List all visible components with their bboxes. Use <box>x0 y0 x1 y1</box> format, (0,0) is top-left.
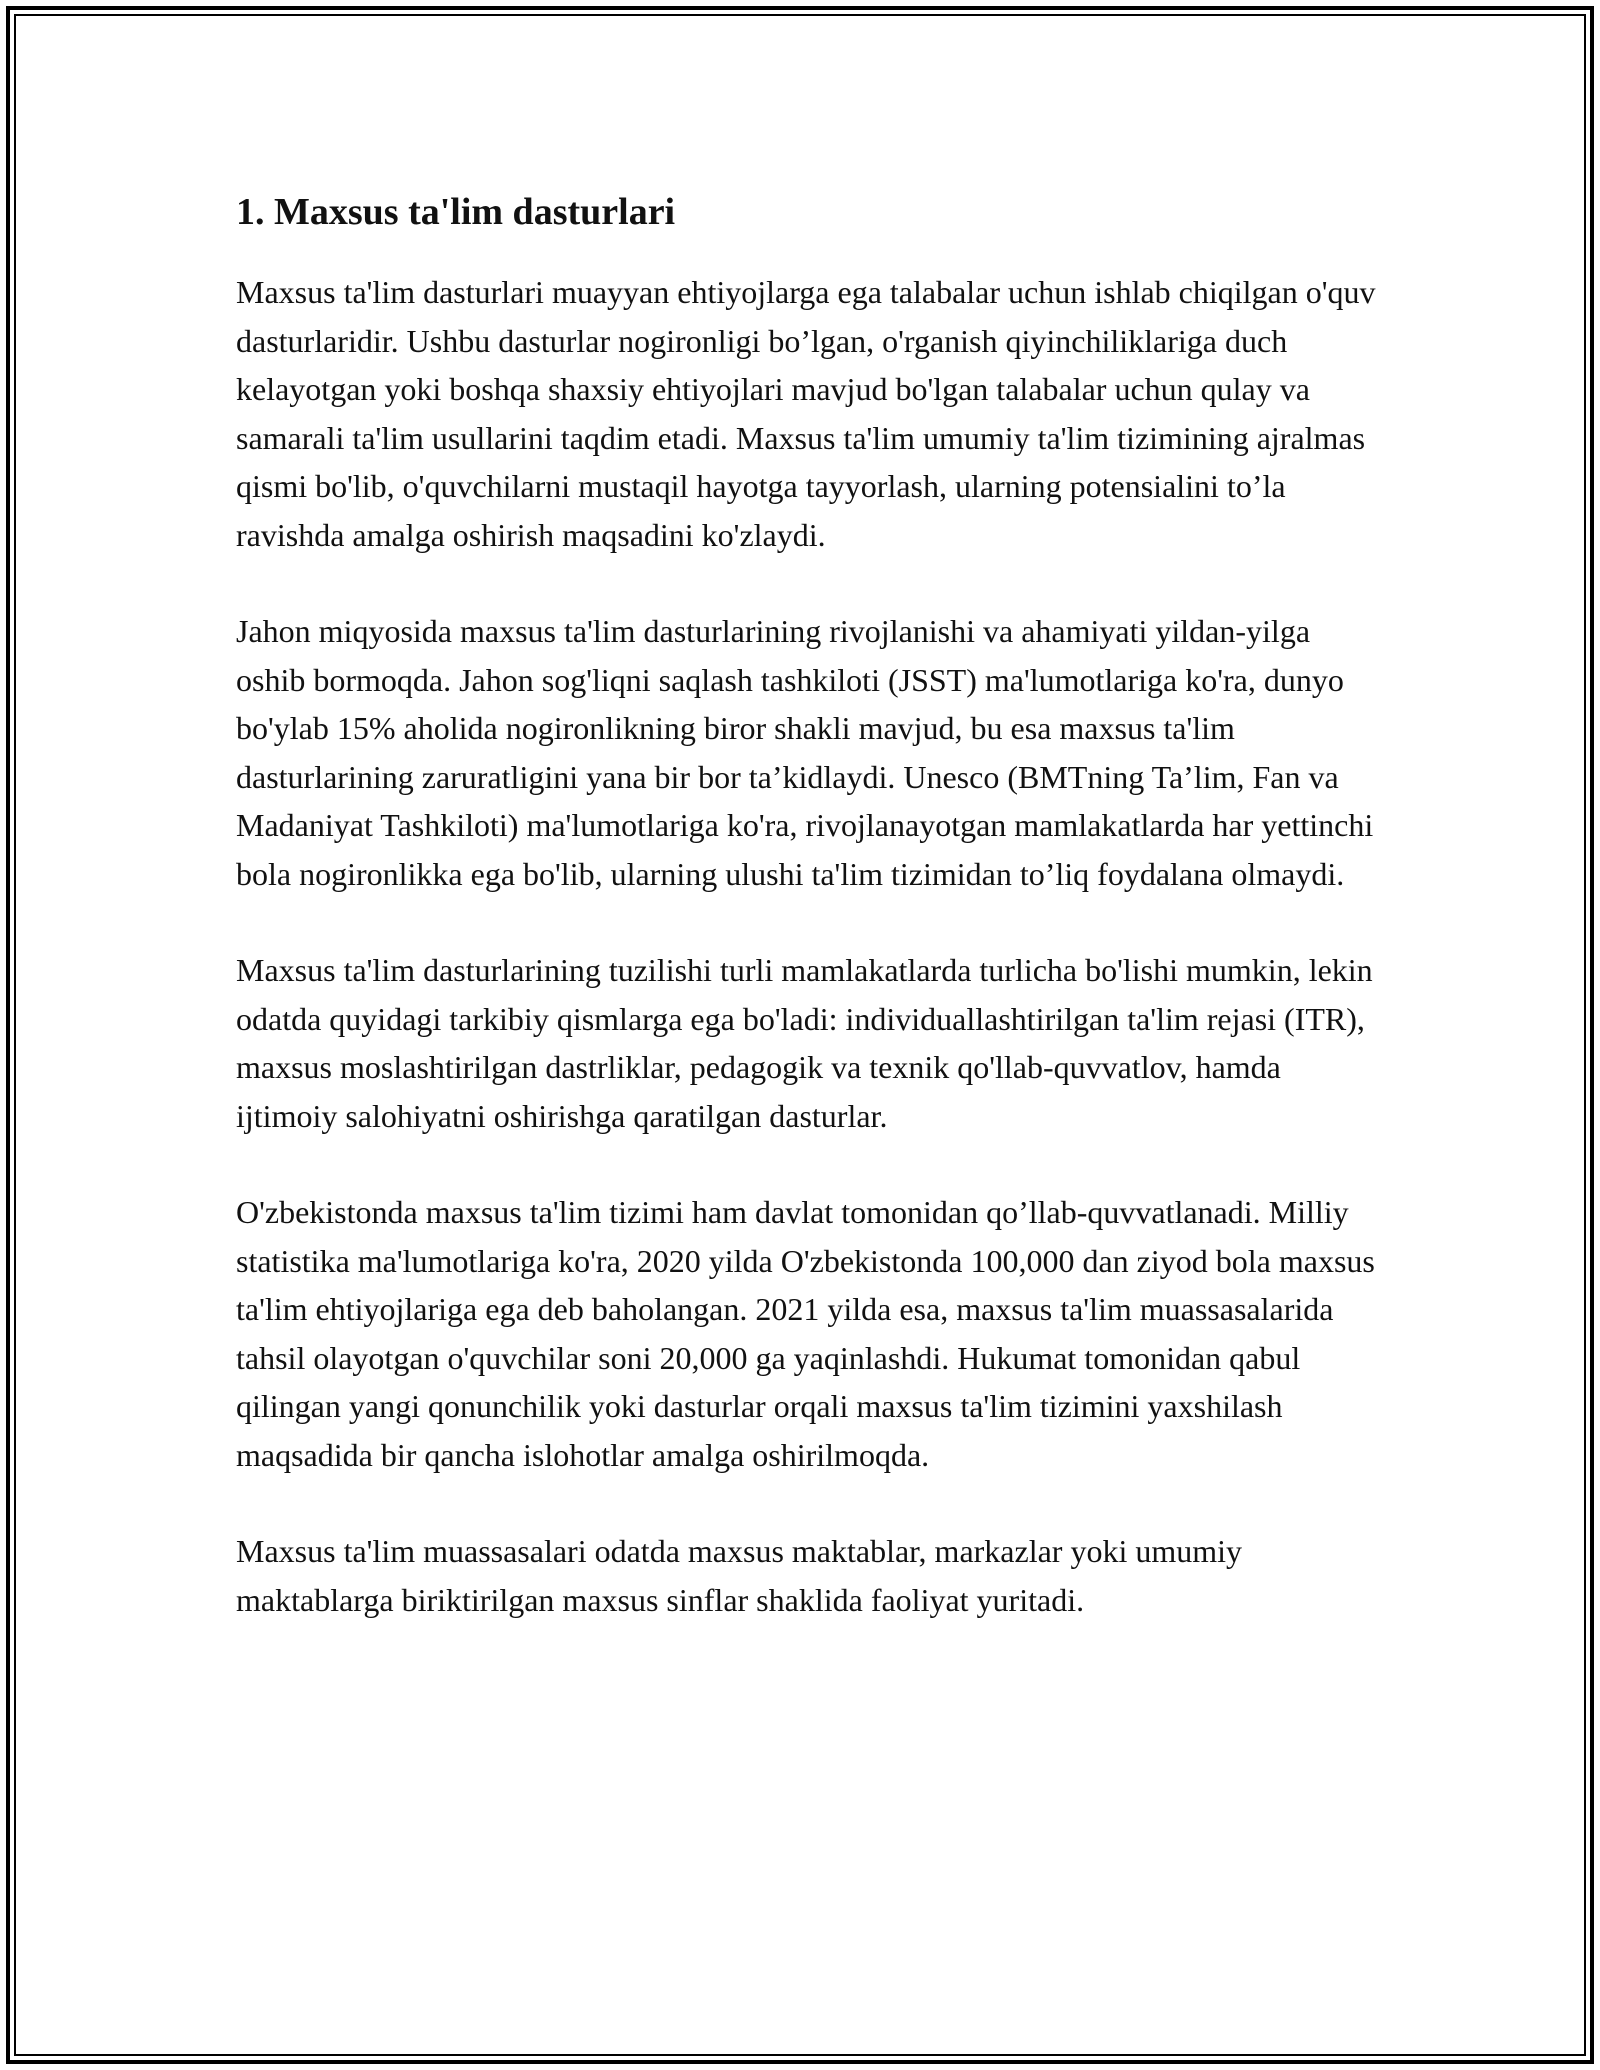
paragraph-5: Maxsus ta'lim muassasalari odatda maxsus maktablar, markazlar yoki umumiy maktablarga biriktirilgan maxsus sinflar shaklida faoliyat yuritadi. <box>236 1533 1243 1618</box>
section-heading: 1. Maxsus ta'lim dasturlari <box>236 191 676 233</box>
document-body <box>236 186 1386 1672</box>
paragraph-1: Maxsus ta'lim dasturlari muayyan ehtiyojlarga ega talabalar uchun ishlab chiqilgan o'quv dasturlaridir. Ushbu dasturlar nogironligi bo’lgan, o'rganish qiyinchiliklariga duch kelayotgan yoki boshqa shaxsiy ehtiyojlari mavjud bo'lgan talabalar uchun qulay va samarali ta'lim usullarini taqdim etadi. Maxsus ta'lim umumiy ta'lim tizimining ajralmas qismi bo'lib, o'quvchilarni mustaqil hayotga tayyorlash, ularning potensialini to’la ravishda amalga oshirish maqsadini ko'zlaydi. <box>236 274 1376 553</box>
paragraph-2: Jahon miqyosida maxsus ta'lim dasturlarining rivojlanishi va ahamiyati yildan-yilga oshib bormoqda. Jahon sog'liqni saqlash tashkiloti (JSST) ma'lumotlariga ko'ra, dunyo bo'ylab 15% aholida nogironlikning biror shakli mavjud, bu esa maxsus ta'lim dasturlarining zaruratligini yana bir bor ta’kidlaydi. Unesco (BMTning Ta’lim, Fan va Madaniyat Tashkiloti) ma'lumotlariga ko'ra, rivojlanayotgan mamlakatlarda har yettinchi bola nogironlikka ega bo'lib, ularning ulushi ta'lim tizimidan to’liq foydalana olmaydi. <box>236 613 1374 892</box>
paragraph-3: Maxsus ta'lim dasturlarining tuzilishi turli mamlakatlarda turlicha bo'lishi mumkin, lekin odatda quyidagi tarkibiy qismlarga ega bo'ladi: individuallashtirilgan ta'lim rejasi (ITR), maxsus moslashtirilgan dastrliklar, pedagogik va texnik qo'llab-quvvatlov, hamda ijtimoiy salohiyatni oshirishga qaratilgan dasturlar. <box>236 952 1373 1134</box>
paragraph-4: O'zbekistonda maxsus ta'lim tizimi ham davlat tomonidan qo’llab-quvvatlanadi. Milliy statistika ma'lumotlariga ko'ra, 2020 yilda O'zbekistonda 100,000 dan ziyod bola maxsus ta'lim ehtiyojlariga ega deb baholangan. 2021 yilda esa, maxsus ta'lim muassasalarida tahsil olayotgan o'quvchilar soni 20,000 ga yaqinlashdi. Hukumat tomonidan qabul qilingan yangi qonunchilik yoki dasturlar orqali maxsus ta'lim tizimini yaxshilash maqsadida bir qancha islohotlar amalga oshirilmoqda. <box>236 1194 1375 1473</box>
